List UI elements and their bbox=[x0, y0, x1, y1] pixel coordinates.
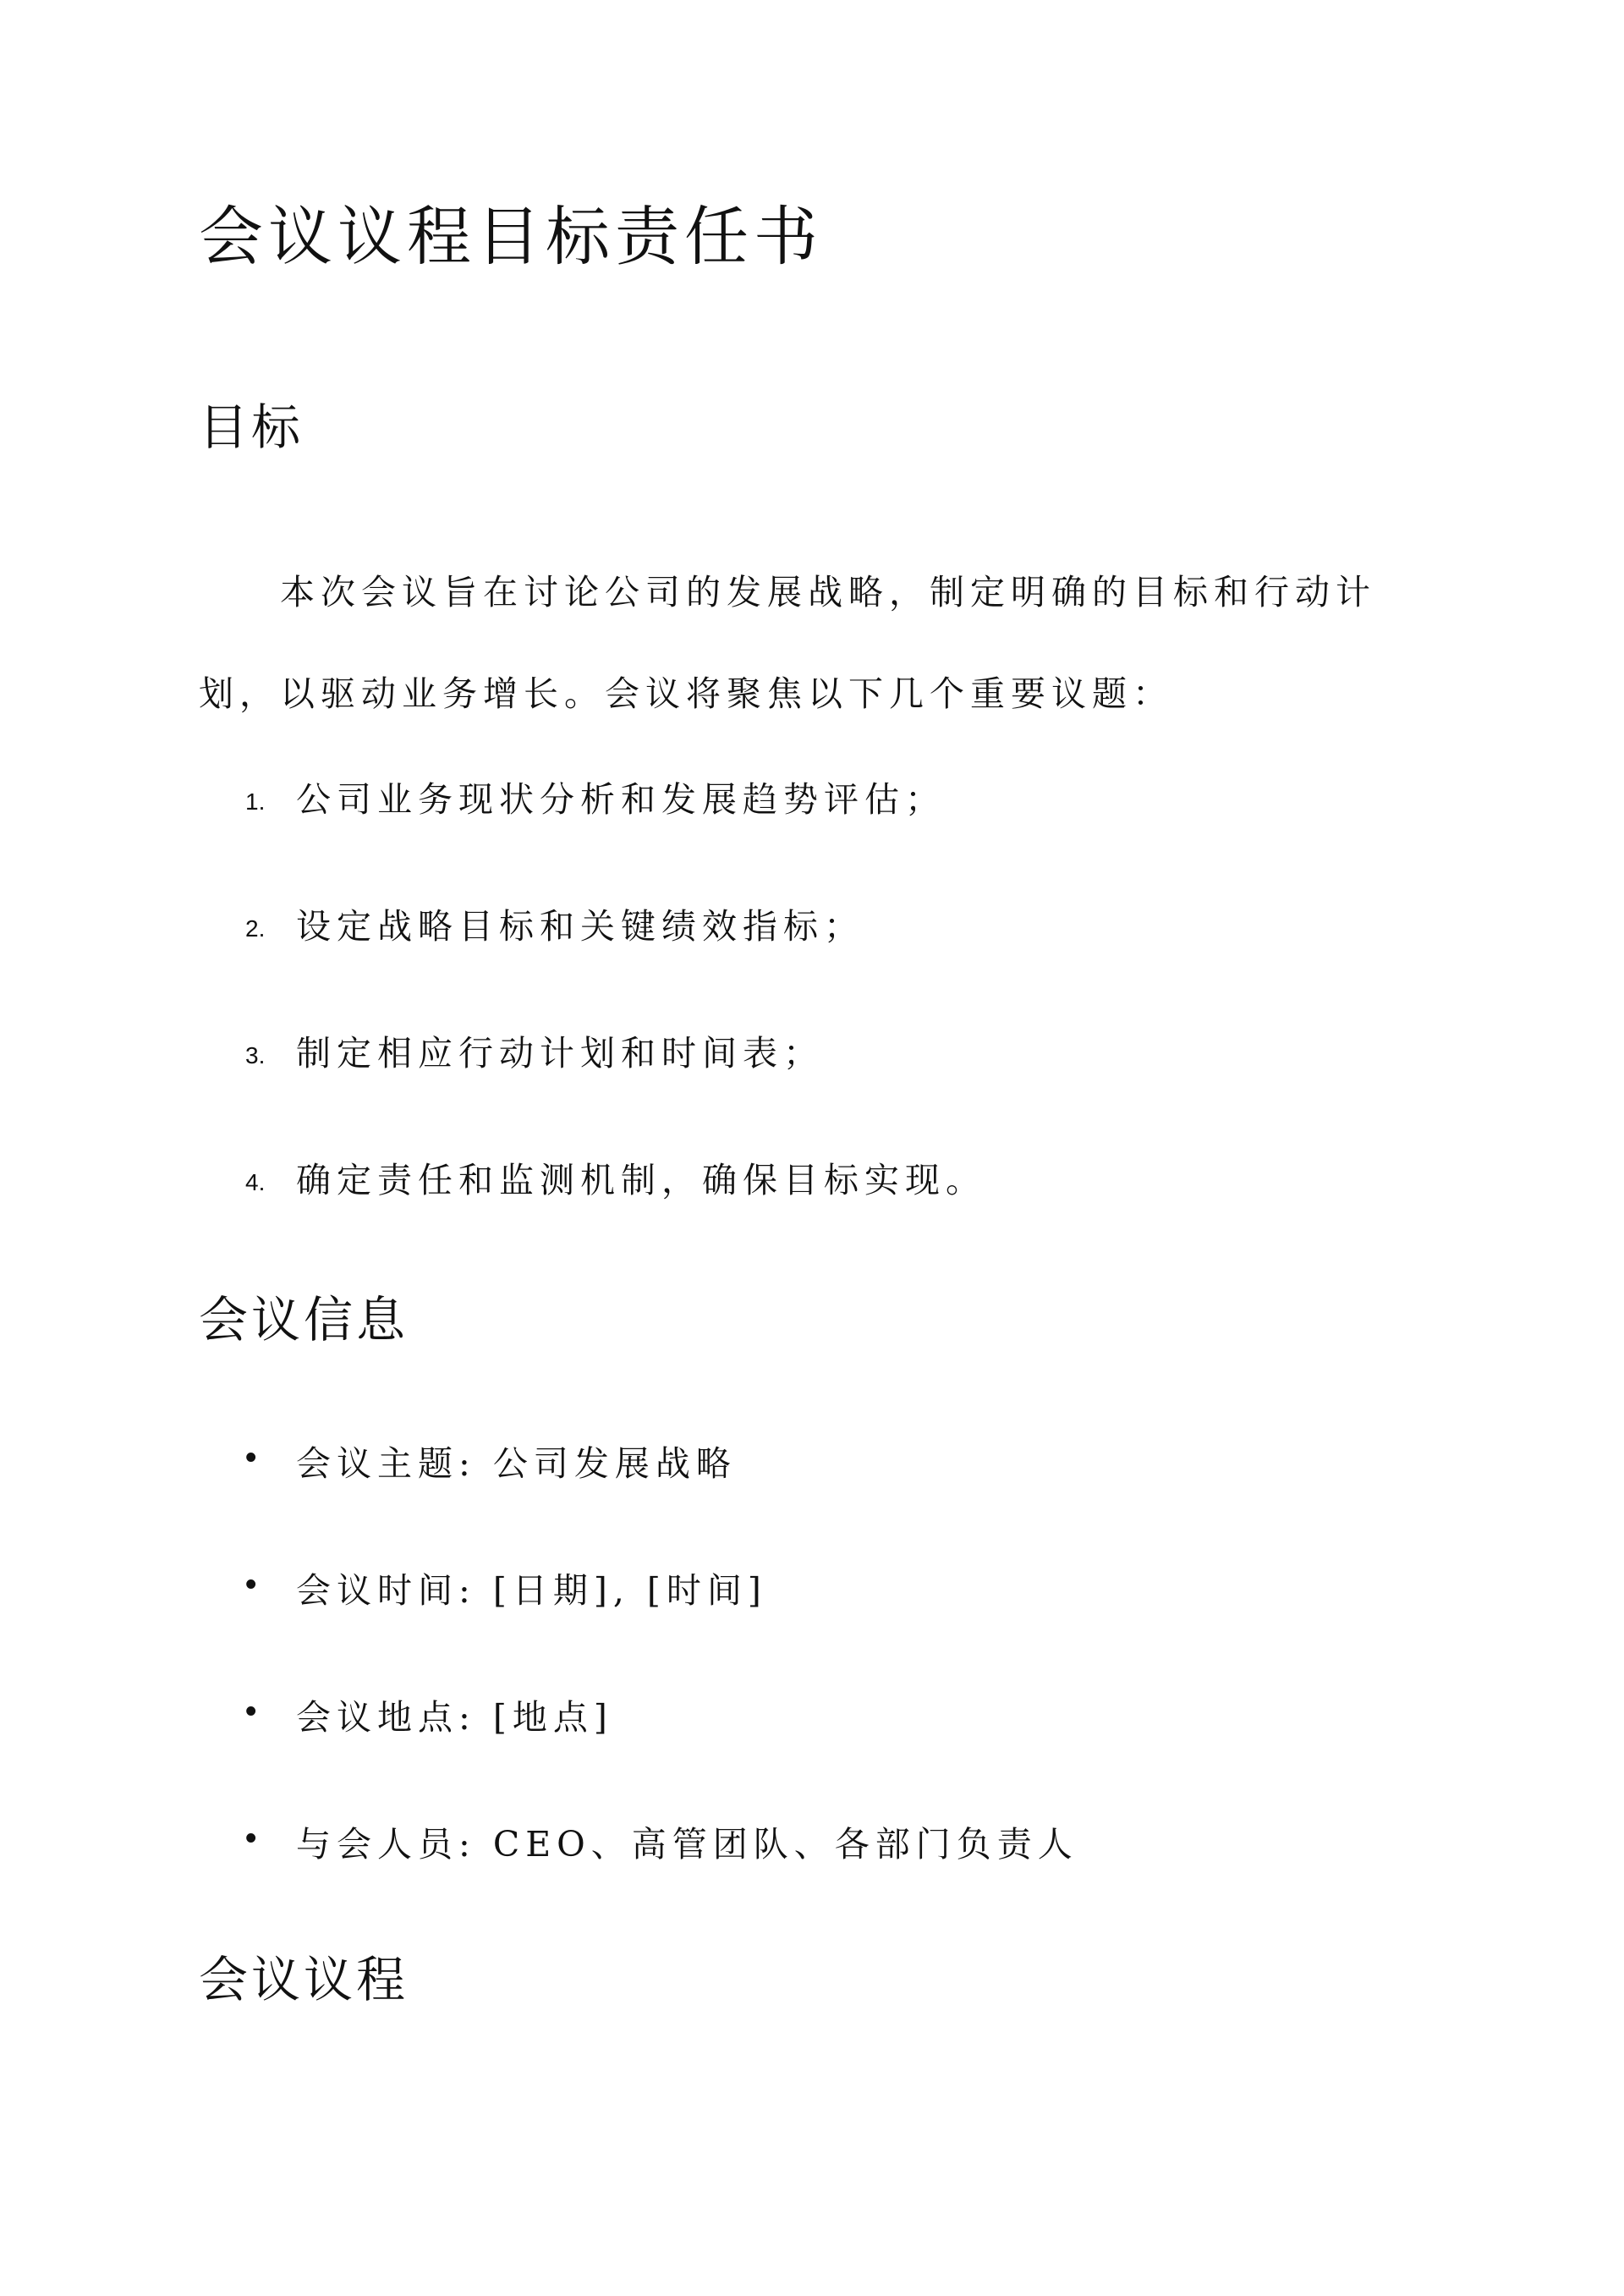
goal-paragraph: 本次会议旨在讨论公司的发展战略，制定明确的目标和行动计划，以驱动业务增长。会议将聚焦以下几个重要议题： bbox=[199, 572, 1376, 714]
bullet-marker: • bbox=[245, 1821, 257, 1856]
list-item bbox=[245, 1561, 1429, 1620]
list-number: 1. bbox=[245, 788, 266, 815]
bullet-marker: • bbox=[245, 1694, 257, 1729]
list-item-text: 公司业务现状分析和发展趋势评估； bbox=[296, 779, 946, 820]
list-item bbox=[245, 1815, 1429, 1874]
list-item bbox=[245, 897, 1429, 956]
document-title: 会议议程目标责任书 bbox=[199, 199, 823, 274]
list-item-text: 会议地点: [地点] bbox=[296, 1697, 613, 1738]
list-item-text: 与会人员: CEO、高管团队、各部门负责人 bbox=[296, 1824, 1078, 1865]
section-heading-goal: 目标 bbox=[199, 398, 304, 456]
bullet-marker: • bbox=[245, 1567, 257, 1602]
list-item bbox=[245, 1151, 1429, 1210]
section-heading-info: 会议信息 bbox=[199, 1291, 409, 1348]
list-item-text: 确定责任和监测机制，确保目标实现。 bbox=[296, 1160, 986, 1200]
bullet-marker: • bbox=[245, 1440, 257, 1475]
list-item-text: 会议时间: [日期], [时间] bbox=[296, 1570, 767, 1611]
list-item bbox=[245, 1024, 1429, 1083]
section-heading-agenda: 会议议程 bbox=[199, 1951, 409, 2008]
list-item bbox=[245, 770, 1429, 829]
list-item-text: 会议主题: 公司发展战略 bbox=[296, 1443, 737, 1484]
list-item bbox=[245, 1434, 1429, 1493]
list-number: 3. bbox=[245, 1042, 266, 1068]
list-number: 4. bbox=[245, 1169, 266, 1195]
list-item bbox=[245, 1688, 1429, 1747]
list-item-text: 制定相应行动计划和时间表； bbox=[296, 1033, 824, 1074]
list-number: 2. bbox=[245, 915, 266, 942]
list-item-text: 设定战略目标和关键绩效指标； bbox=[296, 906, 864, 947]
